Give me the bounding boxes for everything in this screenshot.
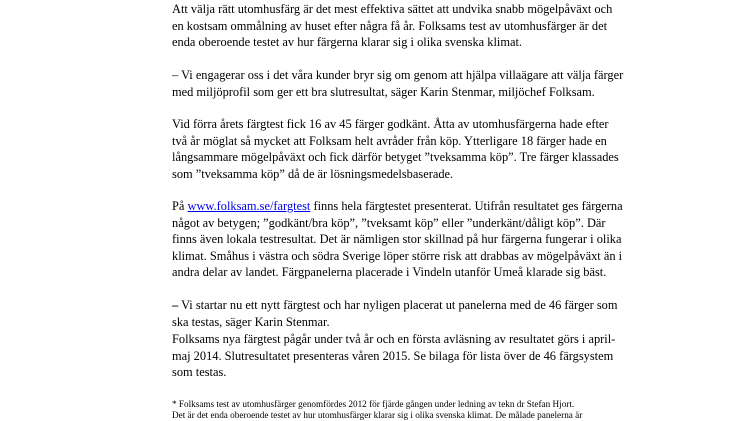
text-line: som testas. xyxy=(172,365,227,380)
quote-dash: – xyxy=(172,298,179,312)
text-line: långsammare mögelpåväxt och fick därför betyget ”tveksamma köp”. Tre färger klassades xyxy=(172,150,619,165)
text-line: Folksams nya färgtest pågår under två år och en första avläsning av resultatet görs i april- xyxy=(172,332,616,346)
footnote xyxy=(172,399,692,421)
paragraph-quote-2 xyxy=(172,297,682,330)
text-line: ska testas, säger Karin Stenmar. xyxy=(172,314,330,329)
text-line: finns även lokala testresultat. Det är nämligen stor skillnad på hur färgerna fungerar i olika xyxy=(172,232,622,247)
text-line: enda oberoende testet av hur färgerna klarar sig i olika svenska klimat. xyxy=(172,35,523,50)
text-line xyxy=(172,297,682,314)
text-line: andra delar av landet. Färgpanelerna placerade i Vindeln utanför Umeå klarade sig bäst. xyxy=(172,265,607,280)
text-prefix: På xyxy=(172,199,188,213)
text-line: två år möglat så mycket att Folksam helt avråder från köp. Ytterligare 18 färger hade en xyxy=(172,133,607,148)
paragraph-quote-1 xyxy=(172,67,682,100)
paragraph-new-test xyxy=(172,331,682,381)
text-line: Att välja rätt utomhusfärg är det mest effektiva sättet att undvika snabb mögelpåväxt och xyxy=(172,2,613,16)
paragraph-website xyxy=(172,198,682,281)
text-line xyxy=(172,198,682,215)
text-line: klimat. Småhus i västra och södra Sverige löper större risk att drabbas av mögelpåväxt än i xyxy=(172,248,623,263)
text-line: maj 2014. Slutresultatet presenteras våren 2015. Se bilaga för lista över de 46 färgsystem xyxy=(172,348,614,363)
text-line: något av betygen; ”godkänt/bra köp”, ”tveksamt köp” eller ”underkänt/dåligt köp”. Där xyxy=(172,215,606,230)
text-line-rest: Vi startar nu ett nytt färgtest och har nyligen placerat ut panelerna med de 46 färger som xyxy=(178,298,618,312)
text-line: med miljöprofil som ger ett bra slutresultat, säger Karin Stenmar, miljöchef Folksam. xyxy=(172,84,595,99)
text-line: – Vi engagerar oss i det våra kunder bryr sig om genom att hjälpa villaägare att välja färger xyxy=(172,68,624,82)
footnote-line: * Folksams test av utomhusfärger genomfördes 2012 för fjärde gången under ledning av tekn dr Stefan Hjort. xyxy=(172,399,575,409)
text-line-rest: finns hela färgtestet presenterat. Utifrån resultatet ges färgerna xyxy=(310,199,623,213)
text-line: som ”tveksamma köp” då de är lösningsmedelsbaserade. xyxy=(172,166,454,181)
footnote-line: Det är det enda oberoende testet av hur utomhusfärger klarar sig i olika svenska klimat. De målade panelerna är xyxy=(172,410,583,420)
paragraph-last-year xyxy=(172,116,682,182)
folksam-fargtest-link[interactable]: www.folksam.se/fargtest xyxy=(187,199,311,213)
text-line: en kostsam ommålning av huset efter några få år. Folksams test av utomhusfärger är det xyxy=(172,18,608,33)
paragraph-intro xyxy=(172,1,682,51)
text-line: Vid förra årets färgtest fick 16 av 45 färger godkänt. Åtta av utomhusfärgerna hade efter xyxy=(172,117,609,131)
